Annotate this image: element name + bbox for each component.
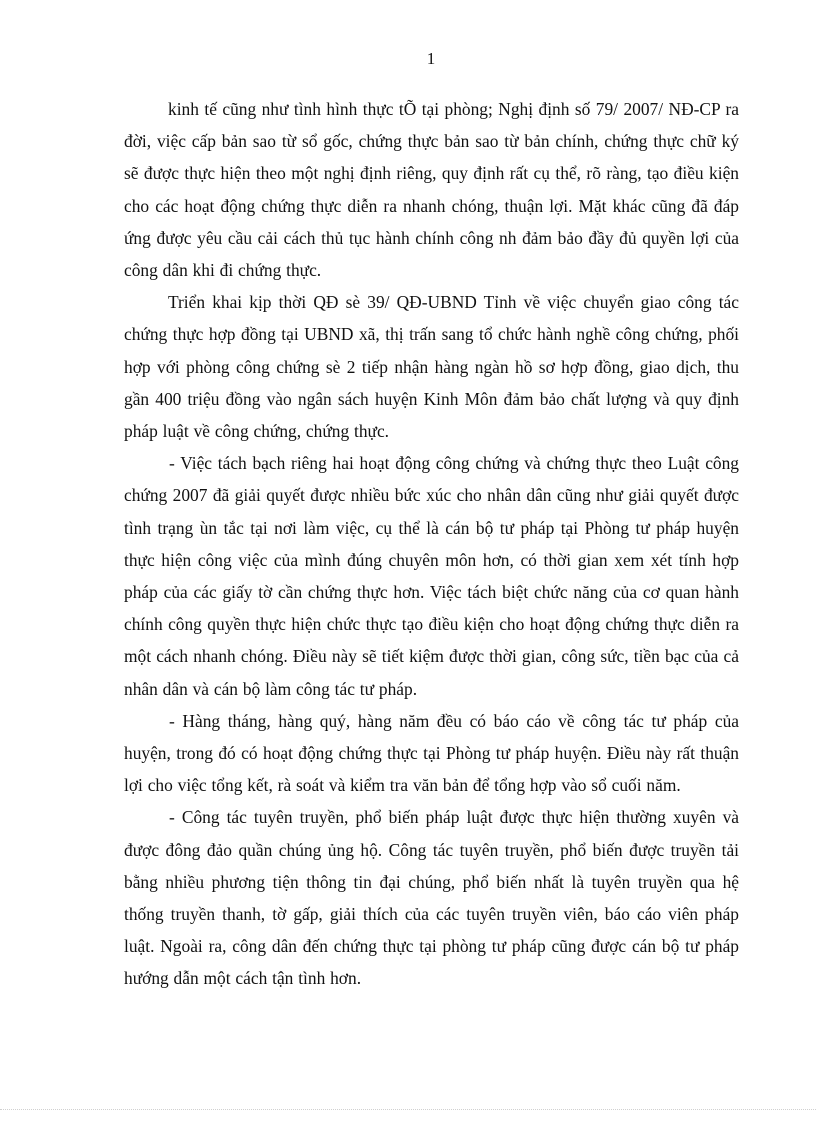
- page-bottom-rule: [0, 1109, 816, 1110]
- paragraph-propaganda: - Công tác tuyên truyền, phổ biến pháp luật được thực hiện thường xuyên và được đông đảo quần chúng ủng hộ. Công tác tuyên truyền, phổ biến được truyền tải bằng nhiều phương tiện thông tin đại chúng, phổ biến nhất là tuyên truyền qua hệ thống truyền thanh, tờ gấp, giải thích của các tuyên truyền viên, báo cáo viên pháp luật. Ngoài ra, công dân đến chứng thực tại phòng tư pháp cũng được cán bộ tư pháp hướng dẫn một cách tận tình hơn.: [124, 807, 739, 989]
- paragraph-transfer-notarization: Triển khai kịp thời QĐ sè 39/ QĐ-UBND Tỉnh về việc chuyển giao công tác chứng thực hợp đồng tại UBND xã, thị trấn sang tổ chức hành nghề công chứng, phối hợp với phòng công chứng sè 2 tiếp nhận hàng ngàn hồ sơ hợp đồng, giao dịch, thu gần 400 triệu đồng vào ngân sách huyện Kinh Môn đảm bảo chất lượng và quy định pháp luật về công chứng, chứng thực.: [124, 292, 739, 442]
- paragraph-legal-decree: kinh tế cũng như tình hình thực tÕ tại phòng; Nghị định số 79/ 2007/ NĐ-CP ra đời, việc cấp bản sao từ sổ gốc, chứng thực bản sao từ bản chính, chứng thực chữ ký sẽ được thực hiện theo một nghị định riêng, quy định rất cụ thể, rõ ràng, tạo điều kiện cho các hoạt động chứng thực diễn ra nhanh chóng, thuận lợi. Mặt khác cũng đã đáp ứng được yêu cầu cải cách thủ tục hành chính công nh đảm bảo đầy đủ quyền lợi của công dân khi đi chứng thực.: [124, 99, 739, 281]
- page-number: 1: [426, 49, 436, 68]
- document-body: [124, 93, 739, 995]
- paragraph-separation-activities: - Việc tách bạch riêng hai hoạt động công chứng và chứng thực theo Luật công chứng 2007 đã giải quyết được nhiều bức xúc cho nhân dân cũng như giải quyết được tình trạng ùn tắc tại nơi làm việc, cụ thể là cán bộ tư pháp tại Phòng tư pháp huyện thực hiện công việc của mình đúng chuyên môn hơn, có thời gian xem xét tính hợp pháp của các giấy tờ cần chứng thực hơn. Việc tách biệt chức năng của cơ quan hành chính công quyền thực hiện chức thực tạo điều kiện cho hoạt động chứng thực diễn ra một cách nhanh chóng. Điều này sẽ tiết kiệm được thời gian, công sức, tiền bạc của cả nhân dân và cán bộ làm công tác tư pháp.: [124, 453, 739, 699]
- paragraph-periodic-reports: - Hàng tháng, hàng quý, hàng năm đều có báo cáo về công tác tư pháp của huyện, trong đó có hoạt động chứng thực tại Phòng tư pháp huyện. Điều này rất thuận lợi cho việc tổng kết, rà soát và kiểm tra văn bản để tổng hợp vào sổ cuối năm.: [124, 710, 739, 796]
